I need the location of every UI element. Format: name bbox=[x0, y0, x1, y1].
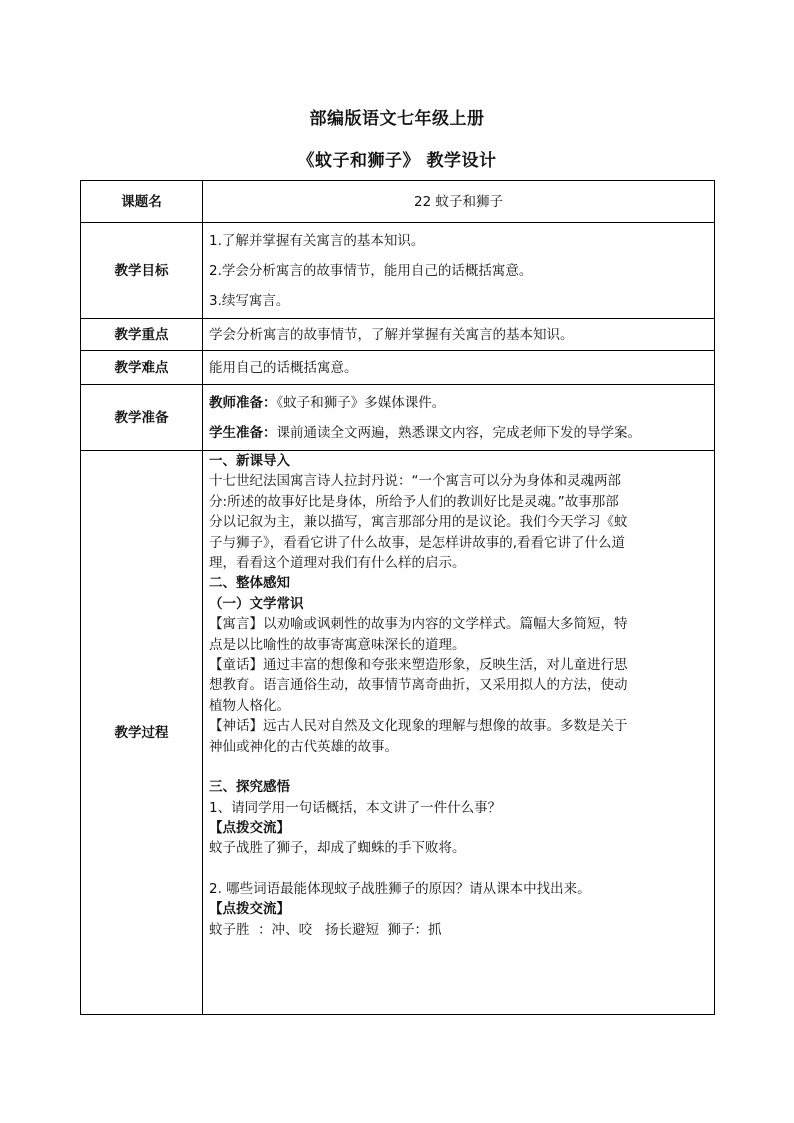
spacer bbox=[209, 757, 708, 777]
goal-item: 1.了解并掌握有关寓言的基本知识。 bbox=[209, 232, 425, 249]
teacher-preparation-label: 教师准备： bbox=[209, 394, 277, 411]
paragraph-line: 理，看看这个道理对我们有什么样的启示。 bbox=[209, 555, 466, 572]
paragraph-line: 【寓言】以劝喻或讽刺性的故事为内容的文学样式。篇幅大多简短，特 bbox=[209, 616, 628, 633]
subsection-heading: （一）文学常识 bbox=[209, 595, 304, 612]
table-row-goals bbox=[81, 223, 715, 319]
difficulties-label: 教学难点 bbox=[81, 351, 203, 385]
teacher-preparation bbox=[209, 388, 708, 418]
paragraph-line: 分以记叙为主，兼以描写，寓言那部分用的是议论。我们今天学习《蚊 bbox=[209, 514, 628, 531]
paragraph-line: 十七世纪法国寓言诗人拉封丹说：“一个寓言可以分为身体和灵魂两部 bbox=[209, 473, 621, 490]
student-preparation-label: 学生准备： bbox=[209, 424, 277, 441]
key-points-label: 教学重点 bbox=[81, 319, 203, 351]
section-heading: 三、探究感悟 bbox=[209, 779, 290, 796]
key-points-value: 学会分析寓言的故事情节，了解并掌握有关寓言的基本知识。 bbox=[203, 319, 715, 351]
lesson-plan-table bbox=[80, 180, 715, 1015]
process-label: 教学过程 bbox=[81, 451, 203, 1015]
preparation-label: 教学准备 bbox=[81, 385, 203, 451]
teacher-preparation-text: 《蚊子和狮子》多媒体课件。 bbox=[276, 394, 446, 411]
paragraph-line: 点是以比喻性的故事寄寓意味深长的道理。 bbox=[209, 636, 466, 653]
tip-heading: 【点拨交流】 bbox=[209, 901, 290, 918]
goal-item: 2.学会分析寓言的故事情节，能用自己的话概括寓意。 bbox=[209, 262, 533, 279]
question-line: 2. 哪些词语最能体现蚊子战胜狮子的原因？请从课本中找出来。 bbox=[209, 880, 591, 897]
goals-label: 教学目标 bbox=[81, 223, 203, 319]
process-content bbox=[203, 451, 715, 1015]
paragraph-line: 想教育。语言通俗生动，故事情节离奇曲折，又采用拟人的方法，使动 bbox=[209, 677, 628, 694]
goals-content bbox=[203, 223, 715, 319]
topic-label: 课题名 bbox=[81, 181, 203, 223]
difficulties-value: 能用自己的话概括寓意。 bbox=[203, 351, 715, 385]
answer-line: 蚊子战胜了狮子，却成了蜘蛛的手下败将。 bbox=[209, 840, 466, 857]
student-preparation bbox=[209, 418, 708, 448]
goal-item: 3.续写寓言。 bbox=[209, 292, 290, 309]
table-row-process bbox=[81, 451, 715, 1015]
paragraph-line: 分:所述的故事好比是身体，所给予人们的教训好比是灵魂。”故事那部 bbox=[209, 493, 619, 510]
table-row-key-points bbox=[81, 319, 715, 351]
student-preparation-text: 课前通读全文两遍，熟悉课文内容，完成老师下发的导学案。 bbox=[276, 424, 641, 441]
section-heading: 一、新课导入 bbox=[209, 453, 290, 469]
section-heading: 二、整体感知 bbox=[209, 575, 290, 592]
table-row-difficulties bbox=[81, 351, 715, 385]
paragraph-line: 【童话】通过丰富的想像和夸张来塑造形象，反映生活，对儿童进行思 bbox=[209, 657, 628, 674]
preparation-content bbox=[203, 385, 715, 451]
paragraph-line: 子与狮子》，看看它讲了什么故事，是怎样讲故事的,看看它讲了什么道 bbox=[209, 534, 626, 551]
tip-heading: 【点拨交流】 bbox=[209, 819, 290, 836]
spacer bbox=[209, 859, 708, 879]
table-row-preparation bbox=[81, 385, 715, 451]
document-subtitle: 《蚊子和狮子》 教学设计 bbox=[297, 151, 497, 171]
answer-line: 蚊子胜 ：冲、咬 扬长避短 狮子：抓 bbox=[209, 921, 442, 938]
question-line: 1、请同学用一句话概括，本文讲了一件什么事？ bbox=[209, 799, 502, 816]
paragraph-line: 神仙或神化的古代英雄的故事。 bbox=[209, 738, 398, 755]
paragraph-line: 【神话】远古人民对自然及文化现象的理解与想像的故事。多数是关于 bbox=[209, 718, 628, 735]
document-title: 部编版语文七年级上册 bbox=[309, 109, 485, 129]
topic-value: 22 蚊子和狮子 bbox=[203, 181, 715, 223]
table-row-topic bbox=[81, 181, 715, 223]
paragraph-line: 植物人格化。 bbox=[209, 697, 290, 714]
